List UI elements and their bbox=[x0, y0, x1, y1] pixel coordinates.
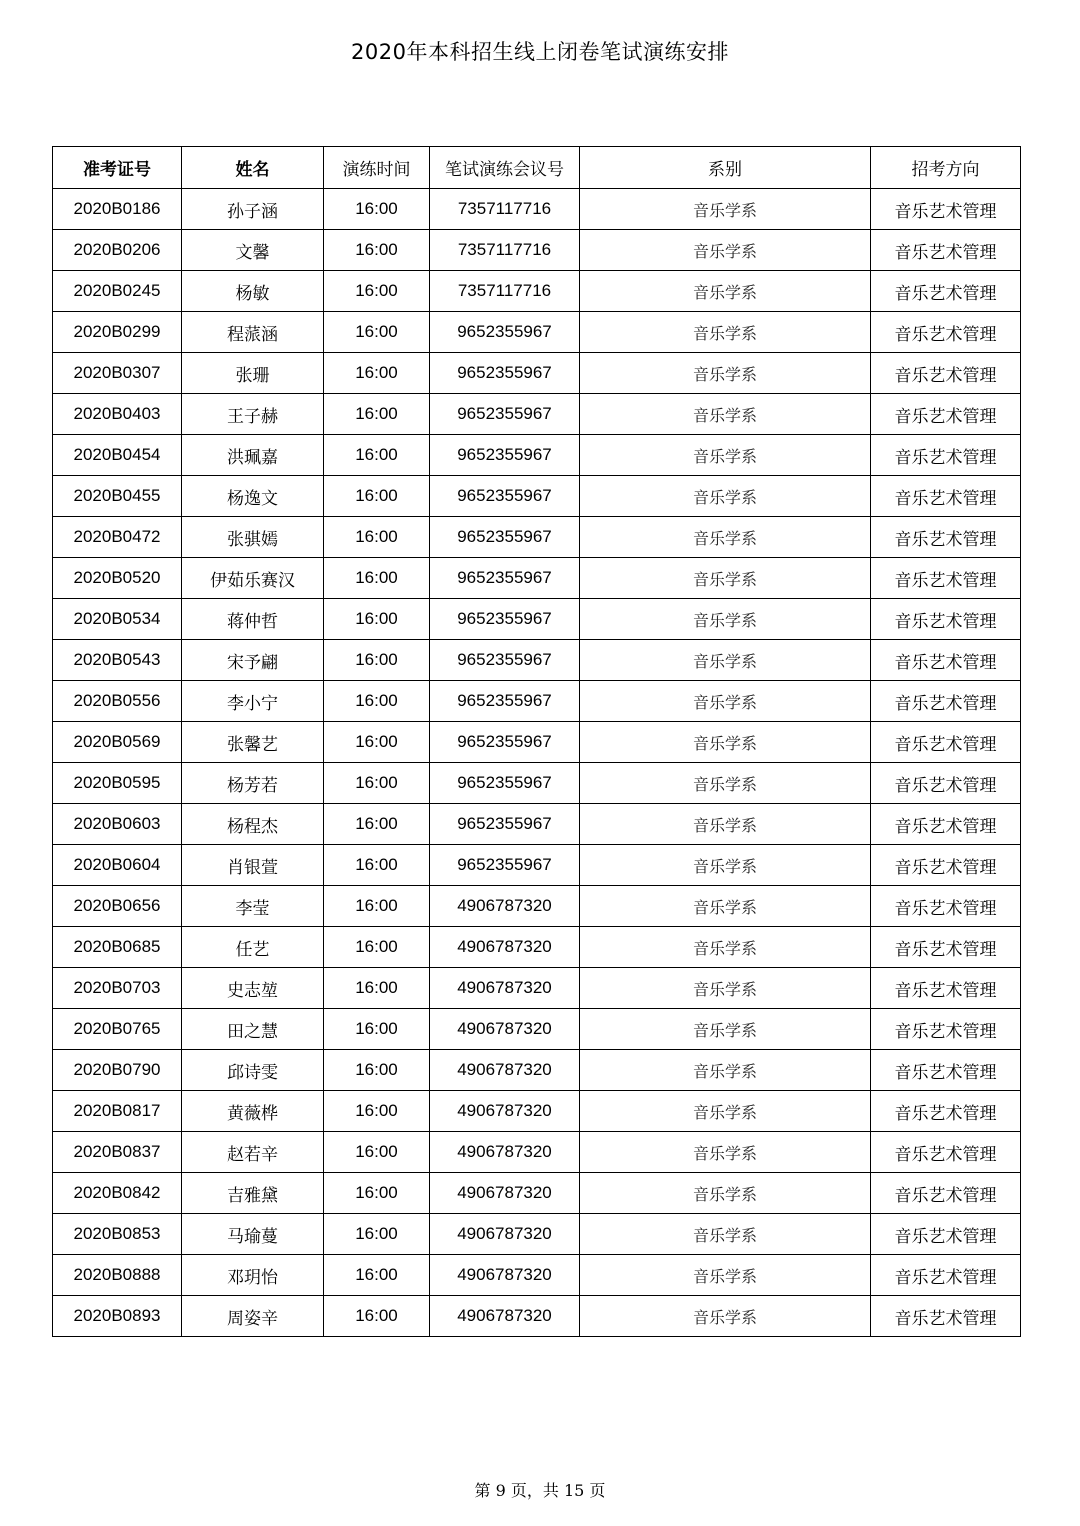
header-time: 演练时间 bbox=[324, 147, 430, 189]
table-row bbox=[53, 312, 1021, 353]
direction-cell: 音乐艺术管理 bbox=[871, 394, 1021, 435]
meeting-id-cell: 9652355967 bbox=[430, 681, 580, 722]
direction-cell: 音乐艺术管理 bbox=[871, 1009, 1021, 1050]
exam-id-cell: 2020B0842 bbox=[53, 1173, 182, 1214]
table-body bbox=[53, 189, 1021, 1337]
direction-cell: 音乐艺术管理 bbox=[871, 230, 1021, 271]
meeting-id-cell: 9652355967 bbox=[430, 394, 580, 435]
exam-id-cell: 2020B0685 bbox=[53, 927, 182, 968]
meeting-id-cell: 7357117716 bbox=[430, 230, 580, 271]
department-cell: 音乐学系 bbox=[580, 763, 871, 804]
page-footer: 第 9 页，共 15 页 bbox=[474, 1481, 606, 1500]
meeting-id-cell: 9652355967 bbox=[430, 558, 580, 599]
meeting-id-cell: 4906787320 bbox=[430, 1050, 580, 1091]
table-row bbox=[53, 517, 1021, 558]
meeting-id-cell: 9652355967 bbox=[430, 476, 580, 517]
table-row bbox=[53, 804, 1021, 845]
time-cell: 16:00 bbox=[324, 886, 430, 927]
header-meeting-id: 笔试演练会议号 bbox=[430, 147, 580, 189]
time-cell: 16:00 bbox=[324, 271, 430, 312]
table-row bbox=[53, 1173, 1021, 1214]
meeting-id-cell: 9652355967 bbox=[430, 640, 580, 681]
exam-id-cell: 2020B0817 bbox=[53, 1091, 182, 1132]
header-name: 姓名 bbox=[182, 147, 324, 189]
direction-cell: 音乐艺术管理 bbox=[871, 558, 1021, 599]
exam-id-cell: 2020B0888 bbox=[53, 1255, 182, 1296]
name-cell: 伊茹乐赛汉 bbox=[182, 558, 324, 599]
meeting-id-cell: 4906787320 bbox=[430, 1091, 580, 1132]
meeting-id-cell: 4906787320 bbox=[430, 1173, 580, 1214]
time-cell: 16:00 bbox=[324, 517, 430, 558]
table-row bbox=[53, 353, 1021, 394]
direction-cell: 音乐艺术管理 bbox=[871, 927, 1021, 968]
table-row bbox=[53, 722, 1021, 763]
table-row bbox=[53, 763, 1021, 804]
page-title: 2020年本科招生线上闭卷笔试演练安排 bbox=[351, 40, 729, 64]
department-cell: 音乐学系 bbox=[580, 394, 871, 435]
time-cell: 16:00 bbox=[324, 1050, 430, 1091]
meeting-id-cell: 9652355967 bbox=[430, 517, 580, 558]
meeting-id-cell: 4906787320 bbox=[430, 1009, 580, 1050]
department-cell: 音乐学系 bbox=[580, 189, 871, 230]
department-cell: 音乐学系 bbox=[580, 845, 871, 886]
department-cell: 音乐学系 bbox=[580, 476, 871, 517]
direction-cell: 音乐艺术管理 bbox=[871, 681, 1021, 722]
exam-id-cell: 2020B0790 bbox=[53, 1050, 182, 1091]
direction-cell: 音乐艺术管理 bbox=[871, 804, 1021, 845]
name-cell: 任艺 bbox=[182, 927, 324, 968]
table-row bbox=[53, 1132, 1021, 1173]
direction-cell: 音乐艺术管理 bbox=[871, 640, 1021, 681]
time-cell: 16:00 bbox=[324, 927, 430, 968]
time-cell: 16:00 bbox=[324, 1009, 430, 1050]
time-cell: 16:00 bbox=[324, 558, 430, 599]
time-cell: 16:00 bbox=[324, 230, 430, 271]
department-cell: 音乐学系 bbox=[580, 1050, 871, 1091]
department-cell: 音乐学系 bbox=[580, 886, 871, 927]
exam-id-cell: 2020B0893 bbox=[53, 1296, 182, 1337]
table-row bbox=[53, 558, 1021, 599]
time-cell: 16:00 bbox=[324, 1091, 430, 1132]
name-cell: 杨程杰 bbox=[182, 804, 324, 845]
table-row bbox=[53, 968, 1021, 1009]
exam-id-cell: 2020B0206 bbox=[53, 230, 182, 271]
department-cell: 音乐学系 bbox=[580, 681, 871, 722]
exam-id-cell: 2020B0703 bbox=[53, 968, 182, 1009]
exam-id-cell: 2020B0454 bbox=[53, 435, 182, 476]
meeting-id-cell: 9652355967 bbox=[430, 353, 580, 394]
meeting-id-cell: 9652355967 bbox=[430, 599, 580, 640]
time-cell: 16:00 bbox=[324, 1173, 430, 1214]
table-row bbox=[53, 886, 1021, 927]
time-cell: 16:00 bbox=[324, 845, 430, 886]
department-cell: 音乐学系 bbox=[580, 517, 871, 558]
direction-cell: 音乐艺术管理 bbox=[871, 722, 1021, 763]
time-cell: 16:00 bbox=[324, 1296, 430, 1337]
exam-id-cell: 2020B0569 bbox=[53, 722, 182, 763]
exam-id-cell: 2020B0534 bbox=[53, 599, 182, 640]
name-cell: 田之慧 bbox=[182, 1009, 324, 1050]
time-cell: 16:00 bbox=[324, 968, 430, 1009]
department-cell: 音乐学系 bbox=[580, 804, 871, 845]
meeting-id-cell: 4906787320 bbox=[430, 1214, 580, 1255]
name-cell: 孙子涵 bbox=[182, 189, 324, 230]
header-direction: 招考方向 bbox=[871, 147, 1021, 189]
table-row bbox=[53, 1255, 1021, 1296]
direction-cell: 音乐艺术管理 bbox=[871, 1132, 1021, 1173]
direction-cell: 音乐艺术管理 bbox=[871, 763, 1021, 804]
direction-cell: 音乐艺术管理 bbox=[871, 1050, 1021, 1091]
time-cell: 16:00 bbox=[324, 435, 430, 476]
time-cell: 16:00 bbox=[324, 599, 430, 640]
meeting-id-cell: 4906787320 bbox=[430, 1132, 580, 1173]
department-cell: 音乐学系 bbox=[580, 927, 871, 968]
direction-cell: 音乐艺术管理 bbox=[871, 968, 1021, 1009]
name-cell: 文馨 bbox=[182, 230, 324, 271]
name-cell: 蒋仲哲 bbox=[182, 599, 324, 640]
time-cell: 16:00 bbox=[324, 804, 430, 845]
direction-cell: 音乐艺术管理 bbox=[871, 271, 1021, 312]
meeting-id-cell: 9652355967 bbox=[430, 845, 580, 886]
table-row bbox=[53, 435, 1021, 476]
department-cell: 音乐学系 bbox=[580, 230, 871, 271]
exam-id-cell: 2020B0765 bbox=[53, 1009, 182, 1050]
exam-id-cell: 2020B0853 bbox=[53, 1214, 182, 1255]
table-row bbox=[53, 1050, 1021, 1091]
table-row bbox=[53, 271, 1021, 312]
name-cell: 洪珮嘉 bbox=[182, 435, 324, 476]
exam-id-cell: 2020B0299 bbox=[53, 312, 182, 353]
department-cell: 音乐学系 bbox=[580, 599, 871, 640]
name-cell: 张骐嫣 bbox=[182, 517, 324, 558]
meeting-id-cell: 9652355967 bbox=[430, 763, 580, 804]
department-cell: 音乐学系 bbox=[580, 968, 871, 1009]
department-cell: 音乐学系 bbox=[580, 558, 871, 599]
direction-cell: 音乐艺术管理 bbox=[871, 189, 1021, 230]
exam-id-cell: 2020B0656 bbox=[53, 886, 182, 927]
name-cell: 赵若辛 bbox=[182, 1132, 324, 1173]
department-cell: 音乐学系 bbox=[580, 312, 871, 353]
table-row bbox=[53, 1009, 1021, 1050]
name-cell: 李小宁 bbox=[182, 681, 324, 722]
name-cell: 王子赫 bbox=[182, 394, 324, 435]
time-cell: 16:00 bbox=[324, 394, 430, 435]
table-row bbox=[53, 1296, 1021, 1337]
exam-id-cell: 2020B0543 bbox=[53, 640, 182, 681]
department-cell: 音乐学系 bbox=[580, 1091, 871, 1132]
table-row bbox=[53, 476, 1021, 517]
time-cell: 16:00 bbox=[324, 476, 430, 517]
name-cell: 吉雅黛 bbox=[182, 1173, 324, 1214]
direction-cell: 音乐艺术管理 bbox=[871, 1214, 1021, 1255]
direction-cell: 音乐艺术管理 bbox=[871, 886, 1021, 927]
time-cell: 16:00 bbox=[324, 681, 430, 722]
name-cell: 马瑜蔓 bbox=[182, 1214, 324, 1255]
department-cell: 音乐学系 bbox=[580, 1296, 871, 1337]
meeting-id-cell: 7357117716 bbox=[430, 189, 580, 230]
time-cell: 16:00 bbox=[324, 312, 430, 353]
direction-cell: 音乐艺术管理 bbox=[871, 599, 1021, 640]
direction-cell: 音乐艺术管理 bbox=[871, 1173, 1021, 1214]
direction-cell: 音乐艺术管理 bbox=[871, 1091, 1021, 1132]
exam-id-cell: 2020B0307 bbox=[53, 353, 182, 394]
name-cell: 肖银萱 bbox=[182, 845, 324, 886]
meeting-id-cell: 4906787320 bbox=[430, 1255, 580, 1296]
department-cell: 音乐学系 bbox=[580, 1132, 871, 1173]
table-row bbox=[53, 189, 1021, 230]
table-row bbox=[53, 230, 1021, 271]
name-cell: 杨芳若 bbox=[182, 763, 324, 804]
department-cell: 音乐学系 bbox=[580, 353, 871, 394]
exam-id-cell: 2020B0556 bbox=[53, 681, 182, 722]
direction-cell: 音乐艺术管理 bbox=[871, 312, 1021, 353]
meeting-id-cell: 4906787320 bbox=[430, 968, 580, 1009]
meeting-id-cell: 9652355967 bbox=[430, 722, 580, 763]
table-row bbox=[53, 927, 1021, 968]
header-department: 系别 bbox=[580, 147, 871, 189]
name-cell: 杨逸文 bbox=[182, 476, 324, 517]
meeting-id-cell: 4906787320 bbox=[430, 886, 580, 927]
meeting-id-cell: 9652355967 bbox=[430, 435, 580, 476]
table-row bbox=[53, 845, 1021, 886]
department-cell: 音乐学系 bbox=[580, 1214, 871, 1255]
meeting-id-cell: 4906787320 bbox=[430, 927, 580, 968]
direction-cell: 音乐艺术管理 bbox=[871, 517, 1021, 558]
schedule-table bbox=[52, 146, 1021, 1337]
direction-cell: 音乐艺术管理 bbox=[871, 845, 1021, 886]
name-cell: 邱诗雯 bbox=[182, 1050, 324, 1091]
exam-id-cell: 2020B0403 bbox=[53, 394, 182, 435]
department-cell: 音乐学系 bbox=[580, 1255, 871, 1296]
direction-cell: 音乐艺术管理 bbox=[871, 476, 1021, 517]
table-row bbox=[53, 599, 1021, 640]
table-row bbox=[53, 394, 1021, 435]
meeting-id-cell: 9652355967 bbox=[430, 804, 580, 845]
time-cell: 16:00 bbox=[324, 1255, 430, 1296]
time-cell: 16:00 bbox=[324, 722, 430, 763]
department-cell: 音乐学系 bbox=[580, 435, 871, 476]
time-cell: 16:00 bbox=[324, 189, 430, 230]
meeting-id-cell: 4906787320 bbox=[430, 1296, 580, 1337]
exam-id-cell: 2020B0520 bbox=[53, 558, 182, 599]
table-row bbox=[53, 1091, 1021, 1132]
time-cell: 16:00 bbox=[324, 640, 430, 681]
meeting-id-cell: 7357117716 bbox=[430, 271, 580, 312]
name-cell: 张珊 bbox=[182, 353, 324, 394]
time-cell: 16:00 bbox=[324, 763, 430, 804]
name-cell: 张馨艺 bbox=[182, 722, 324, 763]
exam-id-cell: 2020B0455 bbox=[53, 476, 182, 517]
direction-cell: 音乐艺术管理 bbox=[871, 1296, 1021, 1337]
department-cell: 音乐学系 bbox=[580, 271, 871, 312]
table-row bbox=[53, 1214, 1021, 1255]
name-cell: 邓玥怡 bbox=[182, 1255, 324, 1296]
table-row bbox=[53, 640, 1021, 681]
name-cell: 黄薇桦 bbox=[182, 1091, 324, 1132]
name-cell: 史志堃 bbox=[182, 968, 324, 1009]
exam-id-cell: 2020B0837 bbox=[53, 1132, 182, 1173]
department-cell: 音乐学系 bbox=[580, 640, 871, 681]
meeting-id-cell: 9652355967 bbox=[430, 312, 580, 353]
exam-id-cell: 2020B0186 bbox=[53, 189, 182, 230]
department-cell: 音乐学系 bbox=[580, 1173, 871, 1214]
table-header-row bbox=[53, 147, 1021, 189]
direction-cell: 音乐艺术管理 bbox=[871, 1255, 1021, 1296]
department-cell: 音乐学系 bbox=[580, 1009, 871, 1050]
time-cell: 16:00 bbox=[324, 353, 430, 394]
name-cell: 李莹 bbox=[182, 886, 324, 927]
name-cell: 周姿辛 bbox=[182, 1296, 324, 1337]
exam-id-cell: 2020B0245 bbox=[53, 271, 182, 312]
time-cell: 16:00 bbox=[324, 1132, 430, 1173]
table-row bbox=[53, 681, 1021, 722]
name-cell: 宋予翩 bbox=[182, 640, 324, 681]
department-cell: 音乐学系 bbox=[580, 722, 871, 763]
time-cell: 16:00 bbox=[324, 1214, 430, 1255]
direction-cell: 音乐艺术管理 bbox=[871, 435, 1021, 476]
exam-id-cell: 2020B0603 bbox=[53, 804, 182, 845]
exam-id-cell: 2020B0595 bbox=[53, 763, 182, 804]
name-cell: 程蒎涵 bbox=[182, 312, 324, 353]
exam-id-cell: 2020B0472 bbox=[53, 517, 182, 558]
name-cell: 杨敏 bbox=[182, 271, 324, 312]
header-exam-id: 准考证号 bbox=[53, 147, 182, 189]
exam-id-cell: 2020B0604 bbox=[53, 845, 182, 886]
direction-cell: 音乐艺术管理 bbox=[871, 353, 1021, 394]
